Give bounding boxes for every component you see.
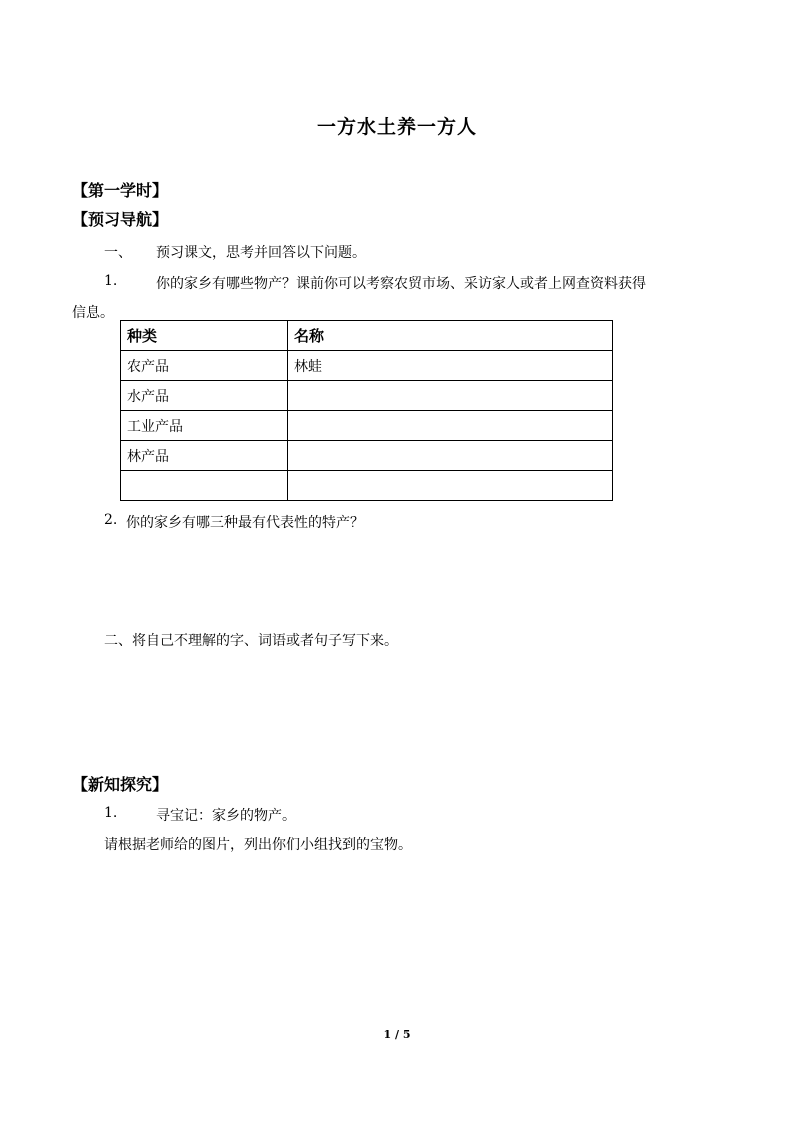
question1-number: 一、 [104, 245, 132, 261]
table-cell-name [288, 381, 613, 411]
table-cell-name: 林蛙 [288, 351, 613, 381]
table-cell-category: 水产品 [121, 381, 288, 411]
explore-item1-number: 1. [104, 805, 118, 821]
table-cell-category: 工业产品 [121, 411, 288, 441]
products-table [120, 320, 613, 501]
table-row [121, 351, 613, 381]
table-row [121, 381, 613, 411]
item2-number: 2. [104, 512, 118, 528]
table-cell-name [288, 411, 613, 441]
section-heading-preview: 【预习导航】 [72, 210, 169, 229]
section-heading-lesson1: 【第一学时】 [72, 181, 169, 200]
item1-text: 你的家乡有哪些物产？课前你可以考察农贸市场、采访家人或者上网查资料获得 [156, 276, 646, 292]
table-cell-category [121, 471, 288, 501]
question1-text: 预习课文，思考并回答以下问题。 [156, 245, 366, 261]
table-row [121, 411, 613, 441]
table-cell-category: 林产品 [121, 441, 288, 471]
table-row [121, 441, 613, 471]
explore-instruction: 请根据老师给的图片，列出你们小组找到的宝物。 [104, 837, 412, 853]
item1-number: 1. [104, 273, 118, 289]
item2-text: 你的家乡有哪三种最有代表性的特产？ [126, 515, 364, 531]
page-number: 1 / 5 [383, 1028, 411, 1041]
table-cell-category: 农产品 [121, 351, 288, 381]
table-header-name: 名称 [288, 321, 613, 351]
question2-text: 二、将自己不理解的字、词语或者句子写下来。 [104, 633, 398, 649]
table-row [121, 471, 613, 501]
document-title: 一方水土养一方人 [316, 116, 477, 138]
table-header-category: 种类 [121, 321, 288, 351]
table-header-row [121, 321, 613, 351]
section-heading-explore: 【新知探究】 [72, 775, 169, 794]
item1-text-continued: 信息。 [72, 305, 114, 321]
table-cell-name [288, 471, 613, 501]
table-cell-name [288, 441, 613, 471]
explore-item1-text: 寻宝记：家乡的物产。 [156, 808, 296, 824]
